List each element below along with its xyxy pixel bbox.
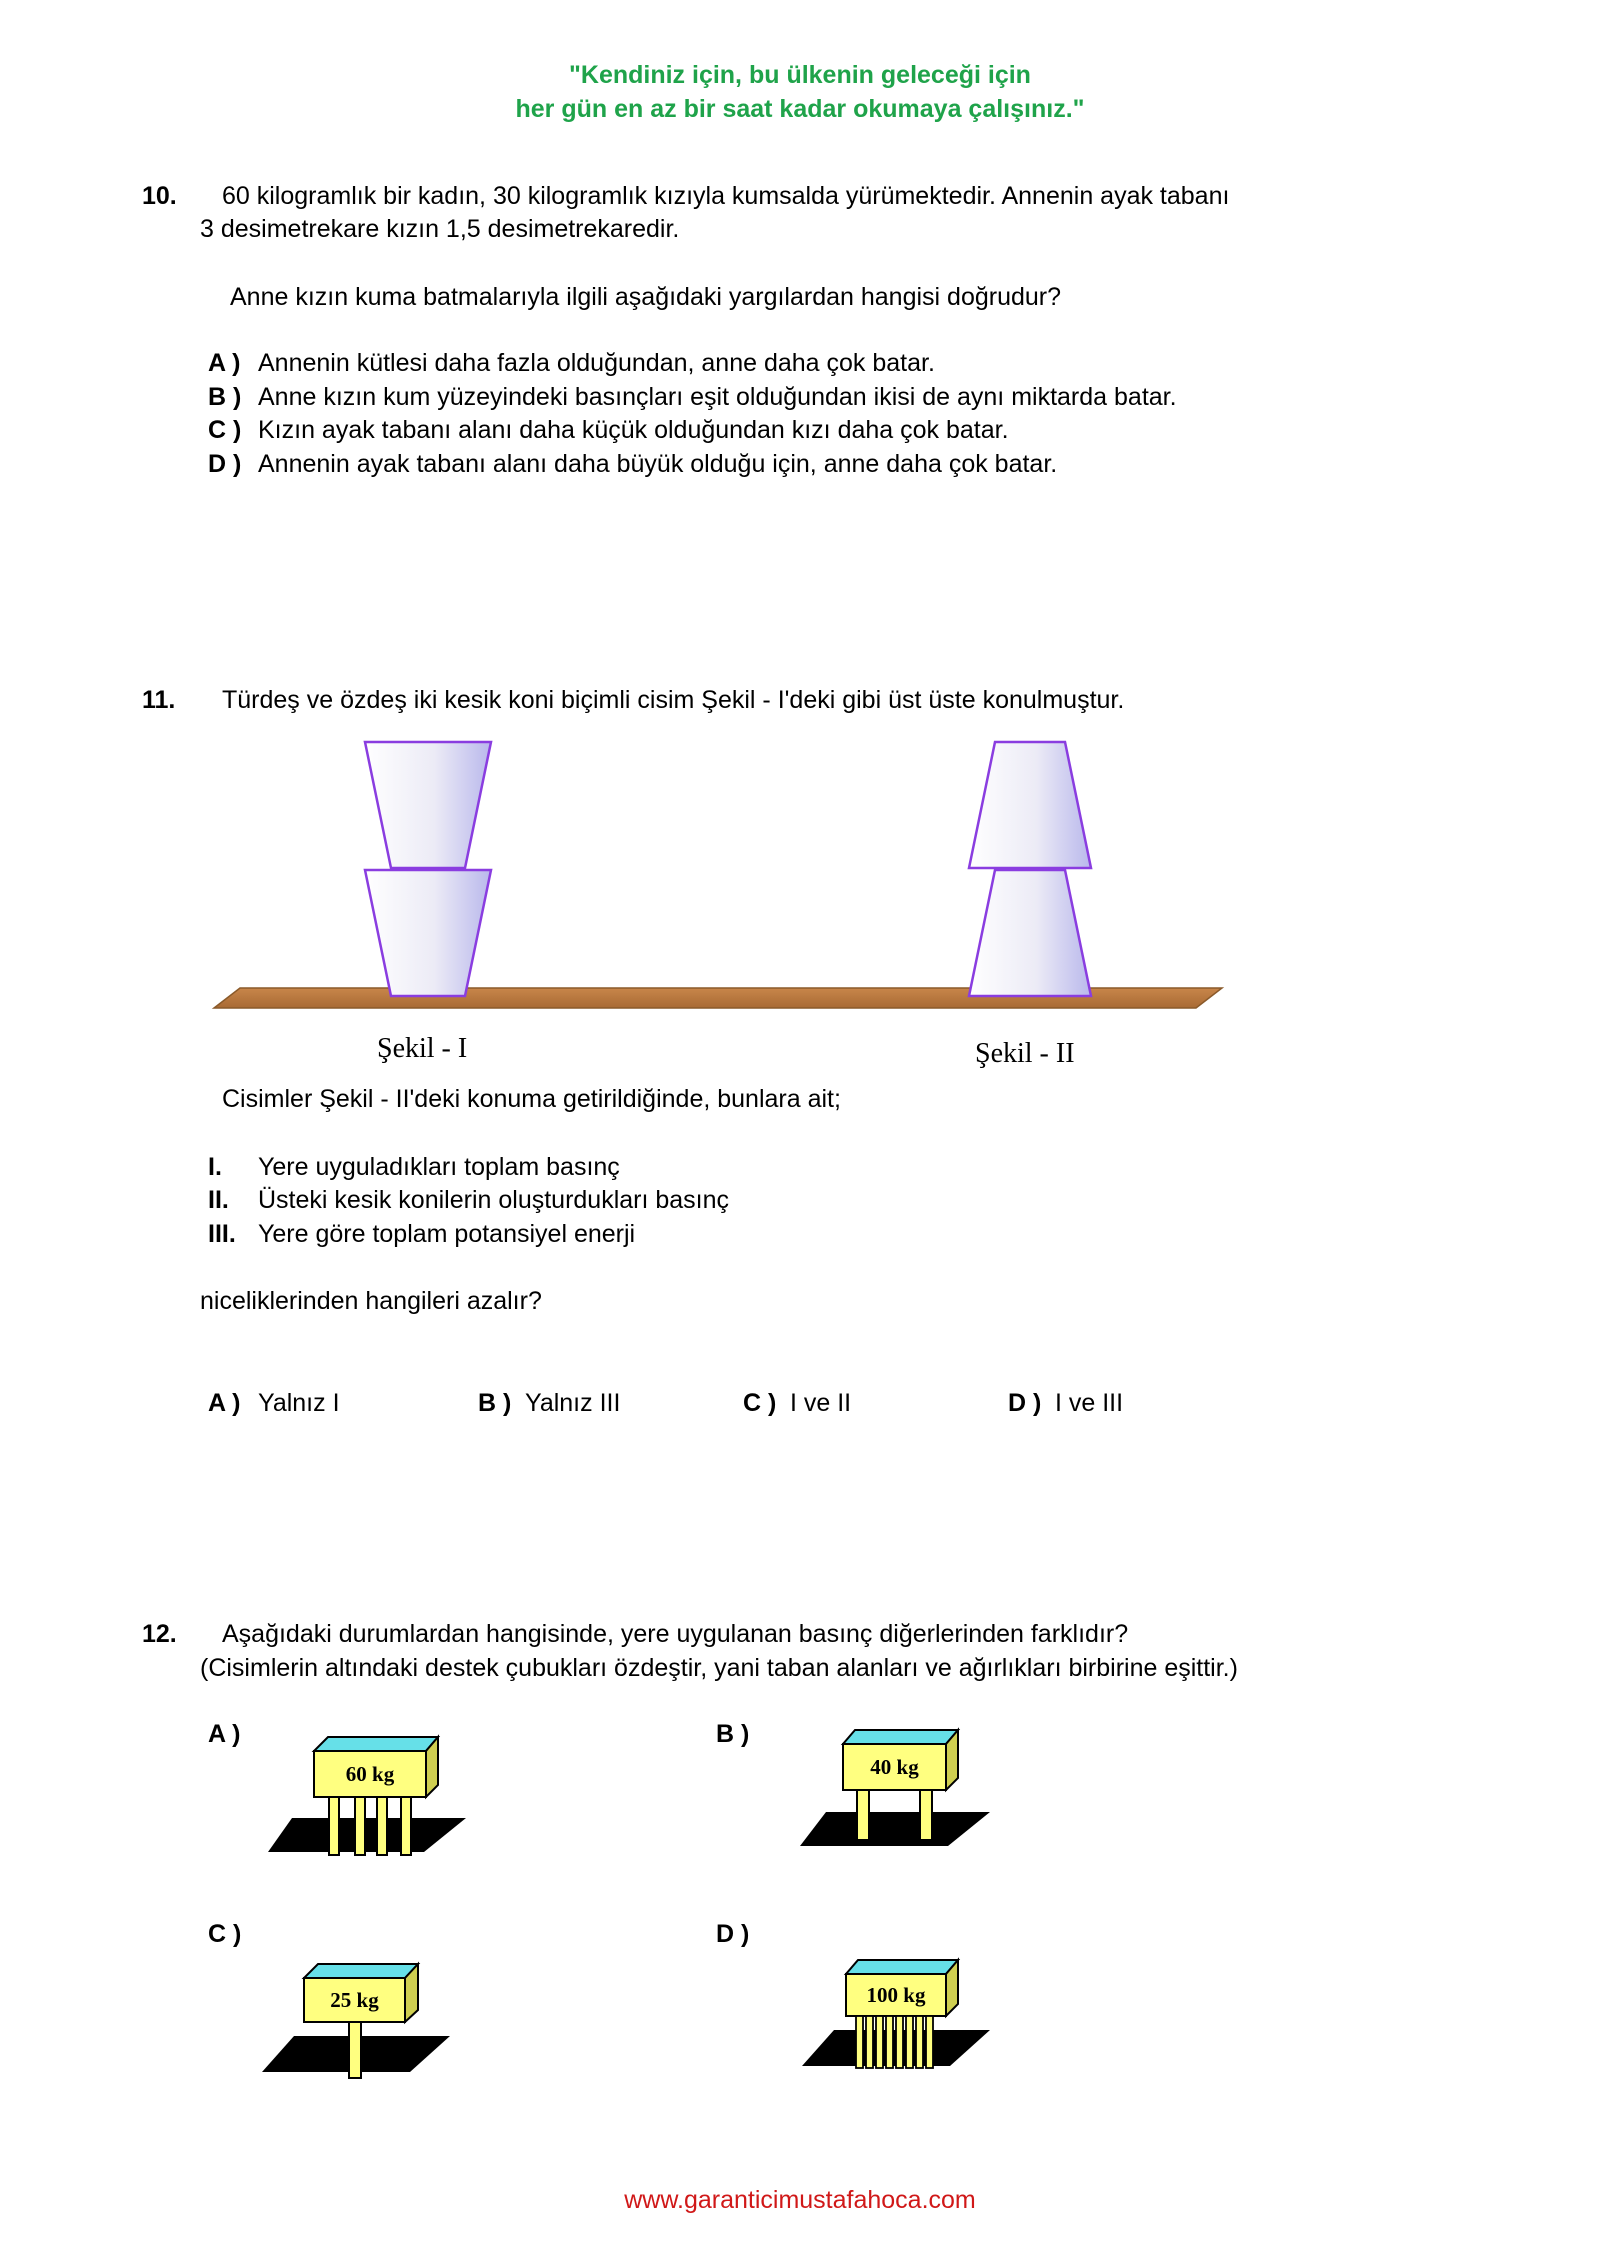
- statement-text: Üsteki kesik konilerin oluşturdukları basınç: [258, 1186, 730, 1214]
- option-label: C ): [208, 1920, 242, 1948]
- option-text: Annenin ayak tabanı alanı daha büyük olduğu için, anne daha çok batar.: [258, 450, 1058, 478]
- question-text: Cisimler Şekil - II'deki konuma getirildiğinde, bunlara ait;: [222, 1085, 841, 1113]
- option-text: Anne kızın kum yüzeyindeki basınçları eşit olduğundan ikisi de aynı miktarda batar.: [258, 383, 1177, 411]
- box-top: [846, 1960, 958, 1974]
- option-label: B ): [208, 383, 242, 411]
- option-label: A ): [208, 349, 241, 377]
- question-text: Aşağıdaki durumlardan hangisinde, yere uygulanan basınç diğerlerinden farklıdır?: [222, 1620, 1129, 1648]
- option-label: D ): [208, 450, 242, 478]
- option-text: I ve II: [790, 1389, 852, 1417]
- option-label: D ): [1008, 1389, 1042, 1417]
- statement-label: I.: [208, 1153, 222, 1181]
- statement-text: Yere göre toplam potansiyel enerji: [258, 1220, 636, 1248]
- option-label: C ): [743, 1389, 777, 1417]
- weight-label: 60 kg: [345, 1762, 395, 1786]
- figure-label-1: Şekil - I: [377, 1033, 468, 1064]
- question-prompt: niceliklerinden hangileri azalır?: [200, 1287, 542, 1315]
- figure-label-2: Şekil - II: [975, 1038, 1075, 1069]
- question-number: 11.: [142, 686, 176, 714]
- option-text: Yalnız I: [258, 1389, 340, 1417]
- option-label: C ): [208, 416, 242, 444]
- question-prompt: Anne kızın kuma batmalarıyla ilgili aşağıdaki yargılardan hangisi doğrudur?: [230, 283, 1062, 311]
- question-text: 60 kilogramlık bir kadın, 30 kilogramlık kızıyla kumsalda yürümektedir. Annenin ayak tabanı: [222, 182, 1230, 210]
- option-text: Yalnız III: [525, 1389, 621, 1417]
- question-number: 10.: [142, 182, 177, 210]
- weight-label: 40 kg: [870, 1755, 919, 1779]
- header-quote-line2: her gün en az bir saat kadar okumaya çalışınız.": [515, 95, 1085, 123]
- statement-label: III.: [208, 1220, 236, 1248]
- statement-text: Yere uyguladıkları toplam basınç: [258, 1153, 620, 1181]
- header-quote-line1: "Kendiniz için, bu ülkenin geleceği için: [569, 61, 1031, 89]
- question-text: 3 desimetrekare kızın 1,5 desimetrekaredir.: [200, 215, 680, 243]
- weight-label: 25 kg: [330, 1988, 379, 2012]
- option-text: I ve III: [1055, 1389, 1124, 1417]
- option-label: B ): [716, 1720, 750, 1748]
- statement-label: II.: [208, 1186, 229, 1214]
- question-number: 12.: [142, 1620, 177, 1648]
- option-label: B ): [478, 1389, 512, 1417]
- question-text: Türdeş ve özdeş iki kesik koni biçimli cisim Şekil - I'deki gibi üst üste konulmuştur.: [222, 686, 1125, 714]
- option-text: Kızın ayak tabanı alanı daha küçük olduğundan kızı daha çok batar.: [258, 416, 1009, 444]
- weight-label: 100 kg: [866, 1983, 926, 2007]
- option-text: Annenin kütlesi daha fazla olduğundan, anne daha çok batar.: [258, 349, 935, 377]
- option-label: A ): [208, 1720, 241, 1748]
- option-label: D ): [716, 1920, 750, 1948]
- footer-url[interactable]: www.garanticimustafahoca.com: [624, 2186, 976, 2214]
- option-label: A ): [208, 1389, 241, 1417]
- question-text: (Cisimlerin altındaki destek çubukları özdeştir, yani taban alanları ve ağırlıkları birbirine eşittir.): [200, 1654, 1238, 1682]
